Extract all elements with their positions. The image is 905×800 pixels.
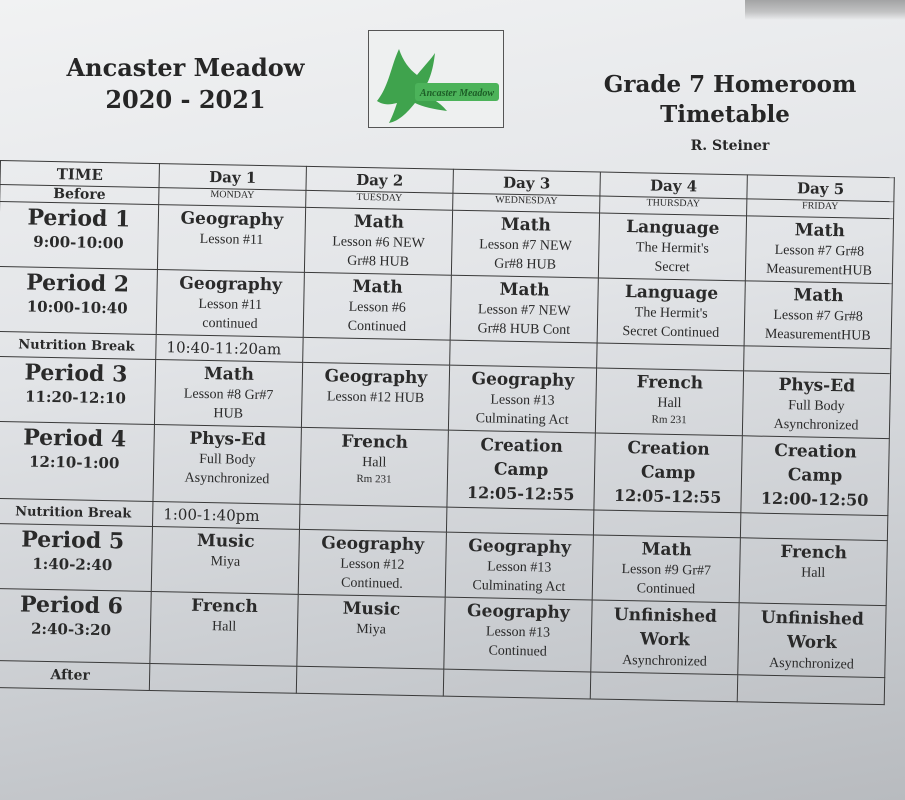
class-cell	[742, 371, 890, 439]
class-note: Lesson #9 Gr#7	[621, 562, 712, 579]
class-cell	[745, 216, 893, 284]
after-label: After	[0, 660, 150, 690]
class-note: Lesson #6 NEW	[332, 234, 425, 252]
period-time: 1:40-2:40	[32, 554, 113, 575]
time-header: TIME	[0, 161, 159, 188]
class-note: Full Body	[788, 398, 845, 415]
class-note: Lesson #7 NEW	[477, 302, 571, 319]
class-note: Culminating Act	[472, 578, 566, 595]
empty-cell	[443, 669, 590, 699]
class-cell	[445, 532, 593, 600]
class-cell	[739, 538, 887, 606]
weekday-label: WEDNESDAY	[453, 193, 600, 213]
page-title: Grade 7 Homeroom	[603, 71, 857, 98]
subject-name: Geography	[321, 533, 425, 556]
period-name: Period 4	[22, 424, 127, 453]
subject-name-cont: Work	[639, 629, 690, 651]
empty-cell	[303, 337, 450, 365]
class-note: Lesson #12 HUB	[326, 389, 425, 407]
class-note: Asynchronized	[621, 653, 708, 670]
subject-name: Phys-Ed	[778, 374, 856, 397]
period-time: 2:40-3:20	[30, 619, 112, 640]
school-logo	[368, 30, 504, 128]
class-cell	[150, 591, 298, 666]
subject-name-cont: Camp	[787, 465, 843, 487]
paper-edge-shadow	[745, 0, 905, 20]
class-cell	[304, 207, 452, 275]
subject-name: Geography	[324, 366, 428, 389]
empty-cell	[446, 507, 593, 535]
period-time: 12:10-1:00	[28, 452, 120, 473]
teacher-name: R. Steiner	[690, 138, 770, 154]
before-label: Before	[0, 185, 159, 205]
class-note: Hall	[211, 619, 237, 635]
class-time: 12:05-12:55	[466, 483, 575, 505]
subject-name: Math	[500, 214, 552, 236]
empty-cell	[450, 340, 597, 368]
class-cell	[153, 425, 301, 505]
class-note: continued	[202, 315, 258, 332]
class-note: Gr#8 HUB Cont	[477, 321, 571, 338]
break-label: Nutrition Break	[0, 498, 153, 526]
class-cell	[301, 362, 449, 430]
class-note: Miya	[356, 621, 387, 638]
class-note: Continued	[636, 581, 696, 598]
class-cell	[738, 603, 886, 678]
subject-name-cont: Camp	[493, 459, 549, 481]
subject-name: Language	[624, 282, 719, 304]
class-note: Lesson #12	[340, 556, 405, 573]
day-header: Day 2	[306, 166, 453, 193]
class-note: MeasurementHUB	[766, 261, 873, 279]
class-cell	[741, 436, 889, 516]
class-note: Hall	[362, 455, 387, 471]
subject-name: Creation	[480, 435, 563, 457]
class-note: Gr#8 HUB	[347, 253, 410, 270]
class-cell	[597, 278, 745, 346]
period-time: 11:20-12:10	[24, 387, 127, 408]
subject-name: Geography	[466, 601, 570, 624]
empty-cell	[744, 346, 891, 374]
empty-cell	[740, 513, 887, 541]
subject-name: Math	[203, 363, 255, 385]
empty-cell	[590, 672, 737, 702]
class-cell	[451, 210, 599, 278]
school-name-block	[58, 52, 313, 116]
subject-name: Music	[342, 598, 401, 620]
period-name: Period 3	[24, 359, 128, 388]
subject-name-cont: Camp	[640, 462, 696, 484]
period-time: 9:00-10:00	[33, 232, 124, 253]
class-cell	[744, 281, 892, 349]
period-cell	[0, 202, 159, 270]
class-note: Lesson #13	[490, 392, 555, 409]
class-note: The Hermit's	[635, 240, 710, 257]
subject-name: Math	[641, 539, 692, 561]
class-note: Asynchronized	[184, 470, 270, 488]
class-note: Lesson #6	[348, 299, 406, 316]
class-note: Culminating Act	[475, 411, 569, 428]
class-note: Lesson #13	[487, 559, 552, 576]
period-cell	[0, 523, 153, 591]
class-note: Continued	[488, 643, 547, 660]
title-block	[600, 70, 860, 154]
break-time: 10:40-11:20am	[156, 335, 303, 363]
period-name: Period 5	[21, 526, 125, 555]
class-cell	[303, 272, 451, 340]
class-cell	[300, 427, 448, 507]
class-cell	[598, 213, 746, 281]
weekday-label: MONDAY	[159, 188, 306, 208]
subject-name: Geography	[471, 369, 575, 392]
class-cell	[448, 365, 596, 433]
class-note: Miya	[210, 554, 241, 570]
class-note: MeasurementHUB	[764, 326, 871, 344]
empty-cell	[597, 343, 744, 371]
day-header: Day 5	[747, 175, 894, 202]
class-note: Hall	[657, 395, 682, 412]
subject-name: Geography	[468, 536, 572, 559]
class-note: Gr#8 HUB	[494, 256, 557, 273]
page-subtitle: Timetable	[660, 101, 790, 128]
weekday-label: FRIDAY	[747, 199, 894, 219]
room-number: Rm 231	[356, 472, 392, 486]
class-note: Lesson #7 Gr#8	[773, 307, 864, 325]
class-cell	[156, 270, 304, 338]
class-cell	[594, 433, 742, 513]
weekday-label: TUESDAY	[306, 190, 453, 210]
class-note: Hall	[801, 565, 826, 581]
subject-name: Math	[353, 211, 405, 233]
class-note: Secret Continued	[622, 323, 720, 341]
subject-name: Math	[352, 276, 403, 298]
class-note: Lesson #11	[198, 296, 263, 314]
class-cell	[151, 526, 299, 594]
subject-name: Math	[793, 285, 844, 307]
empty-cell	[737, 675, 884, 705]
class-note: The Hermit's	[634, 305, 708, 322]
subject-name-cont: Work	[786, 632, 837, 654]
class-time: 12:00-12:50	[760, 488, 869, 510]
weekday-label: THURSDAY	[600, 196, 747, 216]
subject-name: Math	[499, 279, 550, 301]
room-number: Rm 231	[651, 413, 687, 427]
class-note: Full Body	[198, 451, 256, 468]
subject-name: Language	[625, 217, 720, 239]
subject-name: French	[780, 542, 848, 564]
subject-name: Phys-Ed	[189, 428, 267, 451]
class-note: HUB	[213, 406, 244, 422]
subject-name: French	[191, 595, 259, 618]
class-cell	[450, 275, 598, 343]
class-note: Lesson #7 Gr#8	[774, 242, 865, 260]
timetable	[0, 160, 895, 705]
break-label: Nutrition Break	[0, 331, 156, 359]
period-cell	[0, 356, 156, 424]
period-name: Period 6	[19, 591, 124, 620]
eagle-logo-icon	[369, 31, 503, 127]
class-cell	[157, 205, 305, 273]
subject-name: Geography	[179, 273, 283, 296]
subject-name: French	[636, 372, 704, 394]
class-cell	[298, 529, 446, 597]
subject-name: Creation	[627, 438, 710, 460]
day-header: Day 1	[159, 164, 306, 191]
break-time: 1:00-1:40pm	[153, 502, 300, 530]
period-cell	[0, 588, 151, 663]
school-year: 2020 - 2021	[105, 85, 266, 114]
class-cell	[444, 597, 592, 672]
day-header: Day 3	[453, 169, 600, 196]
subject-name: Geography	[180, 208, 284, 231]
period-name: Period 1	[27, 204, 131, 233]
class-note: Asynchronized	[768, 655, 854, 673]
logo-text: Ancaster Meadow	[419, 88, 495, 99]
class-note: Secret	[654, 259, 690, 276]
class-cell	[447, 430, 595, 510]
class-time: 12:05-12:55	[613, 485, 722, 507]
class-cell	[592, 535, 740, 603]
school-name: Ancaster Meadow	[66, 53, 305, 82]
subject-name: Music	[196, 530, 255, 552]
empty-cell	[149, 663, 296, 693]
subject-name: Math	[794, 220, 845, 242]
class-note: Lesson #13	[485, 624, 551, 641]
subject-name: French	[341, 431, 409, 453]
class-note: Continued	[347, 318, 407, 335]
class-note: Asynchronized	[773, 416, 859, 434]
class-note: Lesson #11	[199, 231, 264, 249]
class-cell	[297, 594, 445, 669]
day-header: Day 4	[600, 172, 747, 199]
class-note: Continued.	[340, 575, 404, 592]
class-note: Lesson #7 NEW	[479, 237, 572, 254]
period-cell	[0, 421, 155, 501]
empty-cell	[296, 666, 443, 696]
subject-name: Unfinished	[760, 607, 865, 630]
subject-name: Creation	[774, 440, 857, 463]
empty-cell	[593, 510, 740, 538]
empty-cell	[300, 504, 447, 532]
subject-name: Unfinished	[613, 604, 718, 627]
period-name: Period 2	[25, 269, 130, 298]
period-time: 10:00-10:40	[26, 297, 128, 318]
class-cell	[155, 360, 303, 428]
class-cell	[595, 368, 743, 436]
period-cell	[0, 266, 157, 334]
class-note: Lesson #8 Gr#7	[183, 386, 274, 404]
class-cell	[591, 600, 739, 675]
